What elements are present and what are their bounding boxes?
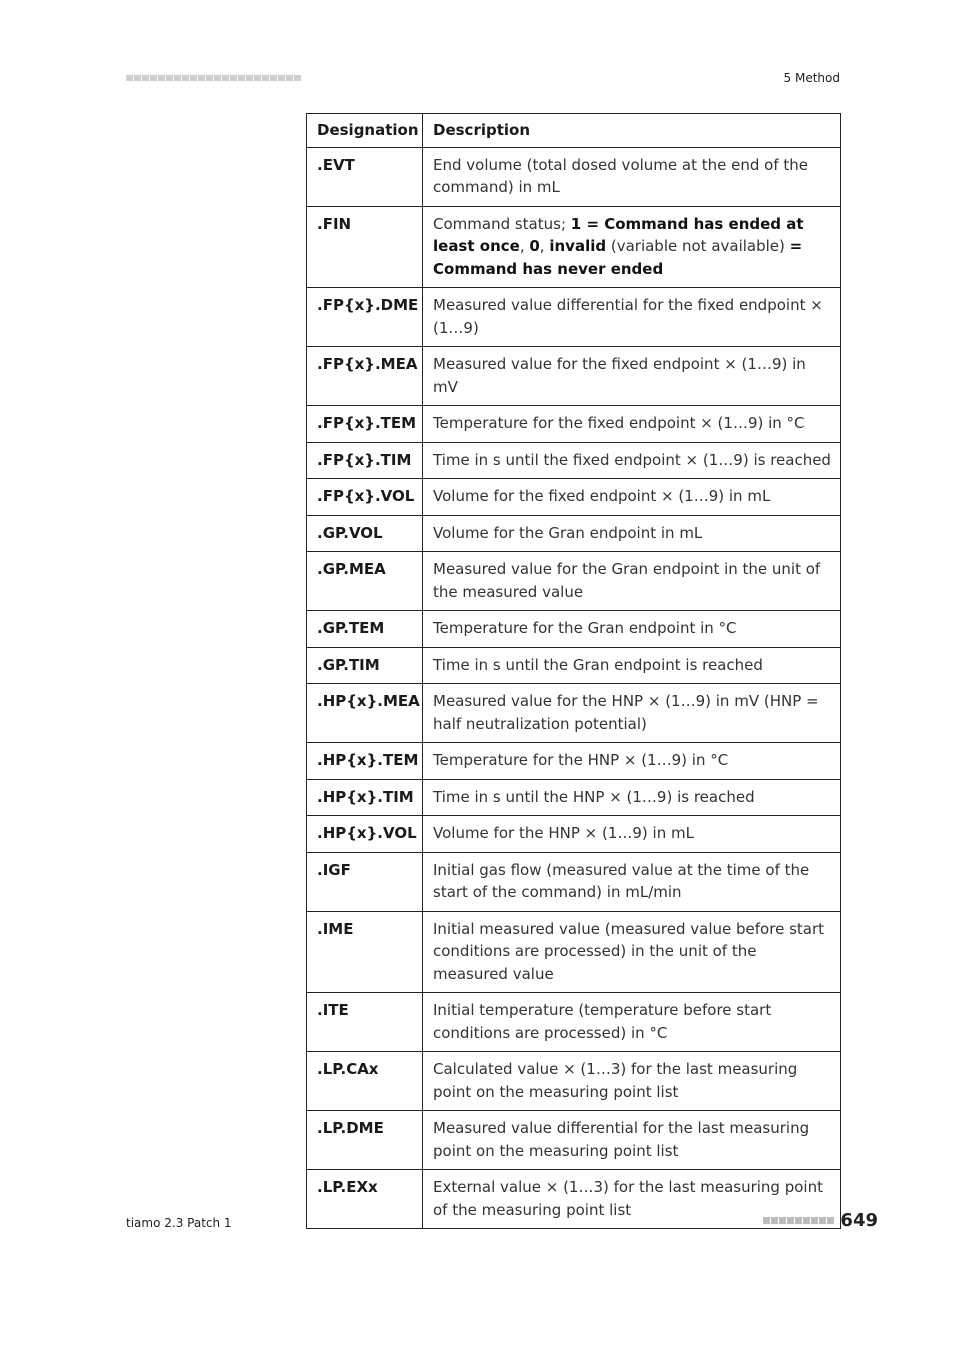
designation-cell: .EVT — [307, 147, 423, 206]
description-cell — [423, 552, 841, 611]
description-bold-text: invalid — [549, 237, 607, 255]
description-bold-text: = Command has never ended — [433, 237, 803, 278]
table-row — [307, 647, 841, 684]
description-cell — [423, 347, 841, 406]
decoration-square — [198, 75, 205, 81]
decoration-square — [158, 75, 165, 81]
designation-cell: .HP{x}.MEA — [307, 684, 423, 743]
designation-cell: .FP{x}.DME — [307, 288, 423, 347]
description-cell — [423, 911, 841, 993]
decoration-square — [787, 1217, 794, 1224]
description-text: Volume for the HNP × (1…9) in mL — [433, 824, 694, 842]
designation-cell: .LP.EXx — [307, 1170, 423, 1229]
description-text: (variable not available) — [606, 237, 790, 255]
column-header-description: Description — [423, 114, 841, 148]
decoration-square — [182, 75, 189, 81]
description-text: Measured value differential for the fixed endpoint × (1…9) — [433, 296, 823, 337]
table-row — [307, 347, 841, 406]
description-cell — [423, 515, 841, 552]
decoration-square — [246, 75, 253, 81]
table-row — [307, 911, 841, 993]
designation-cell: .LP.CAx — [307, 1052, 423, 1111]
page-footer — [763, 1210, 878, 1231]
description-text: Initial temperature (temperature before start conditions are processed) in °C — [433, 1001, 772, 1042]
designation-cell: .IGF — [307, 852, 423, 911]
description-text: Measured value for the Gran endpoint in the unit of the measured value — [433, 560, 821, 601]
decoration-square — [174, 75, 181, 81]
table-row — [307, 147, 841, 206]
description-cell — [423, 406, 841, 443]
decoration-square — [771, 1217, 778, 1224]
decoration-square — [166, 75, 173, 81]
table-row — [307, 852, 841, 911]
description-text: External value × (1…3) for the last measuring point of the measuring point list — [433, 1178, 823, 1219]
designation-cell: .GP.TIM — [307, 647, 423, 684]
description-text: Temperature for the Gran endpoint in °C — [433, 619, 737, 637]
decoration-square — [811, 1217, 818, 1224]
description-bold-text: 0 — [529, 237, 540, 255]
decoration-square — [206, 75, 213, 81]
description-text: Measured value for the HNP × (1…9) in mV (HNP = half neutralization potential) — [433, 692, 819, 733]
table-row — [307, 1052, 841, 1111]
decoration-square — [270, 75, 277, 81]
decoration-square — [803, 1217, 810, 1224]
description-cell — [423, 816, 841, 853]
description-text: End volume (total dosed volume at the end of the command) in mL — [433, 155, 808, 196]
table-header-row — [307, 114, 841, 148]
description-text: Command status; — [433, 214, 571, 233]
decoration-square — [827, 1217, 834, 1224]
decoration-square — [286, 75, 293, 81]
designation-cell: .FIN — [307, 206, 423, 288]
description-cell — [423, 647, 841, 684]
decoration-square — [238, 75, 245, 81]
decoration-square — [134, 75, 141, 81]
description-cell — [423, 147, 841, 206]
table-row — [307, 442, 841, 479]
table-row — [307, 1111, 841, 1170]
decoration-square — [222, 75, 229, 81]
designation-table — [306, 113, 841, 1229]
table-row — [307, 479, 841, 516]
table-row — [307, 1170, 841, 1229]
designation-cell: .HP{x}.TIM — [307, 779, 423, 816]
decoration-square — [254, 75, 261, 81]
description-text: Temperature for the HNP × (1…9) in °C — [433, 751, 729, 769]
description-text: Measured value for the fixed endpoint × (1…9) in mV — [433, 355, 806, 396]
table-row — [307, 684, 841, 743]
description-text: , — [539, 237, 550, 255]
description-text: Time in s until the HNP × (1…9) is reached — [433, 787, 755, 806]
description-cell — [423, 1111, 841, 1170]
table-row — [307, 611, 841, 648]
designation-cell: .IME — [307, 911, 423, 993]
description-text: , — [519, 237, 530, 255]
decoration-square — [779, 1217, 786, 1224]
designation-cell: .LP.DME — [307, 1111, 423, 1170]
decoration-square — [763, 1217, 770, 1224]
description-cell — [423, 1052, 841, 1111]
designation-cell: .HP{x}.TEM — [307, 743, 423, 780]
designation-cell: .HP{x}.VOL — [307, 816, 423, 853]
description-cell — [423, 611, 841, 648]
description-cell — [423, 779, 841, 816]
table-row — [307, 779, 841, 816]
table-row — [307, 552, 841, 611]
description-cell — [423, 288, 841, 347]
description-text: Initial gas flow (measured value at the time of the start of the command) in mL/min — [433, 860, 810, 901]
description-text: Time in s until the fixed endpoint × (1…9) is reached — [433, 450, 831, 469]
decoration-square — [278, 75, 285, 81]
description-text: Temperature for the fixed endpoint × (1…9) in °C — [433, 414, 805, 432]
decoration-square — [150, 75, 157, 81]
designation-cell: .ITE — [307, 993, 423, 1052]
page-number: 649 — [840, 1210, 878, 1231]
decoration-square — [214, 75, 221, 81]
product-name: tiamo 2.3 Patch 1 — [126, 1216, 232, 1230]
decoration-square — [230, 75, 237, 81]
decoration-square — [819, 1217, 826, 1224]
decoration-square — [262, 75, 269, 81]
designation-cell: .FP{x}.VOL — [307, 479, 423, 516]
description-cell — [423, 442, 841, 479]
designation-cell: .GP.MEA — [307, 552, 423, 611]
table-row — [307, 206, 841, 288]
footer-decoration — [763, 1217, 834, 1224]
table-row — [307, 515, 841, 552]
description-cell — [423, 743, 841, 780]
decoration-square — [795, 1217, 802, 1224]
description-cell — [423, 206, 841, 288]
table-row — [307, 406, 841, 443]
decoration-square — [294, 75, 301, 81]
description-cell — [423, 479, 841, 516]
decoration-square — [126, 75, 133, 81]
description-cell — [423, 684, 841, 743]
description-text: Measured value differential for the last measuring point on the measuring point list — [433, 1119, 810, 1160]
designation-cell: .FP{x}.MEA — [307, 347, 423, 406]
section-title: 5 Method — [783, 71, 840, 85]
description-text: Calculated value × (1…3) for the last measuring point on the measuring point list — [433, 1060, 798, 1101]
description-text: Time in s until the Gran endpoint is reached — [433, 655, 763, 674]
table-row — [307, 993, 841, 1052]
table-row — [307, 743, 841, 780]
description-text: Volume for the fixed endpoint × (1…9) in mL — [433, 487, 771, 505]
decoration-square — [142, 75, 149, 81]
table-row — [307, 288, 841, 347]
description-text: Volume for the Gran endpoint in mL — [433, 523, 703, 542]
table-row — [307, 816, 841, 853]
header-decoration — [126, 75, 301, 81]
designation-cell: .GP.VOL — [307, 515, 423, 552]
description-cell — [423, 852, 841, 911]
column-header-designation: Designation — [307, 114, 423, 148]
designation-cell: .GP.TEM — [307, 611, 423, 648]
designation-cell: .FP{x}.TIM — [307, 442, 423, 479]
description-text: Initial measured value (measured value before start conditions are processed) in the unit of the measured value — [433, 919, 825, 983]
designation-cell: .FP{x}.TEM — [307, 406, 423, 443]
description-bold-text: 1 = Command has ended at least once — [433, 214, 804, 255]
decoration-square — [190, 75, 197, 81]
description-cell — [423, 993, 841, 1052]
